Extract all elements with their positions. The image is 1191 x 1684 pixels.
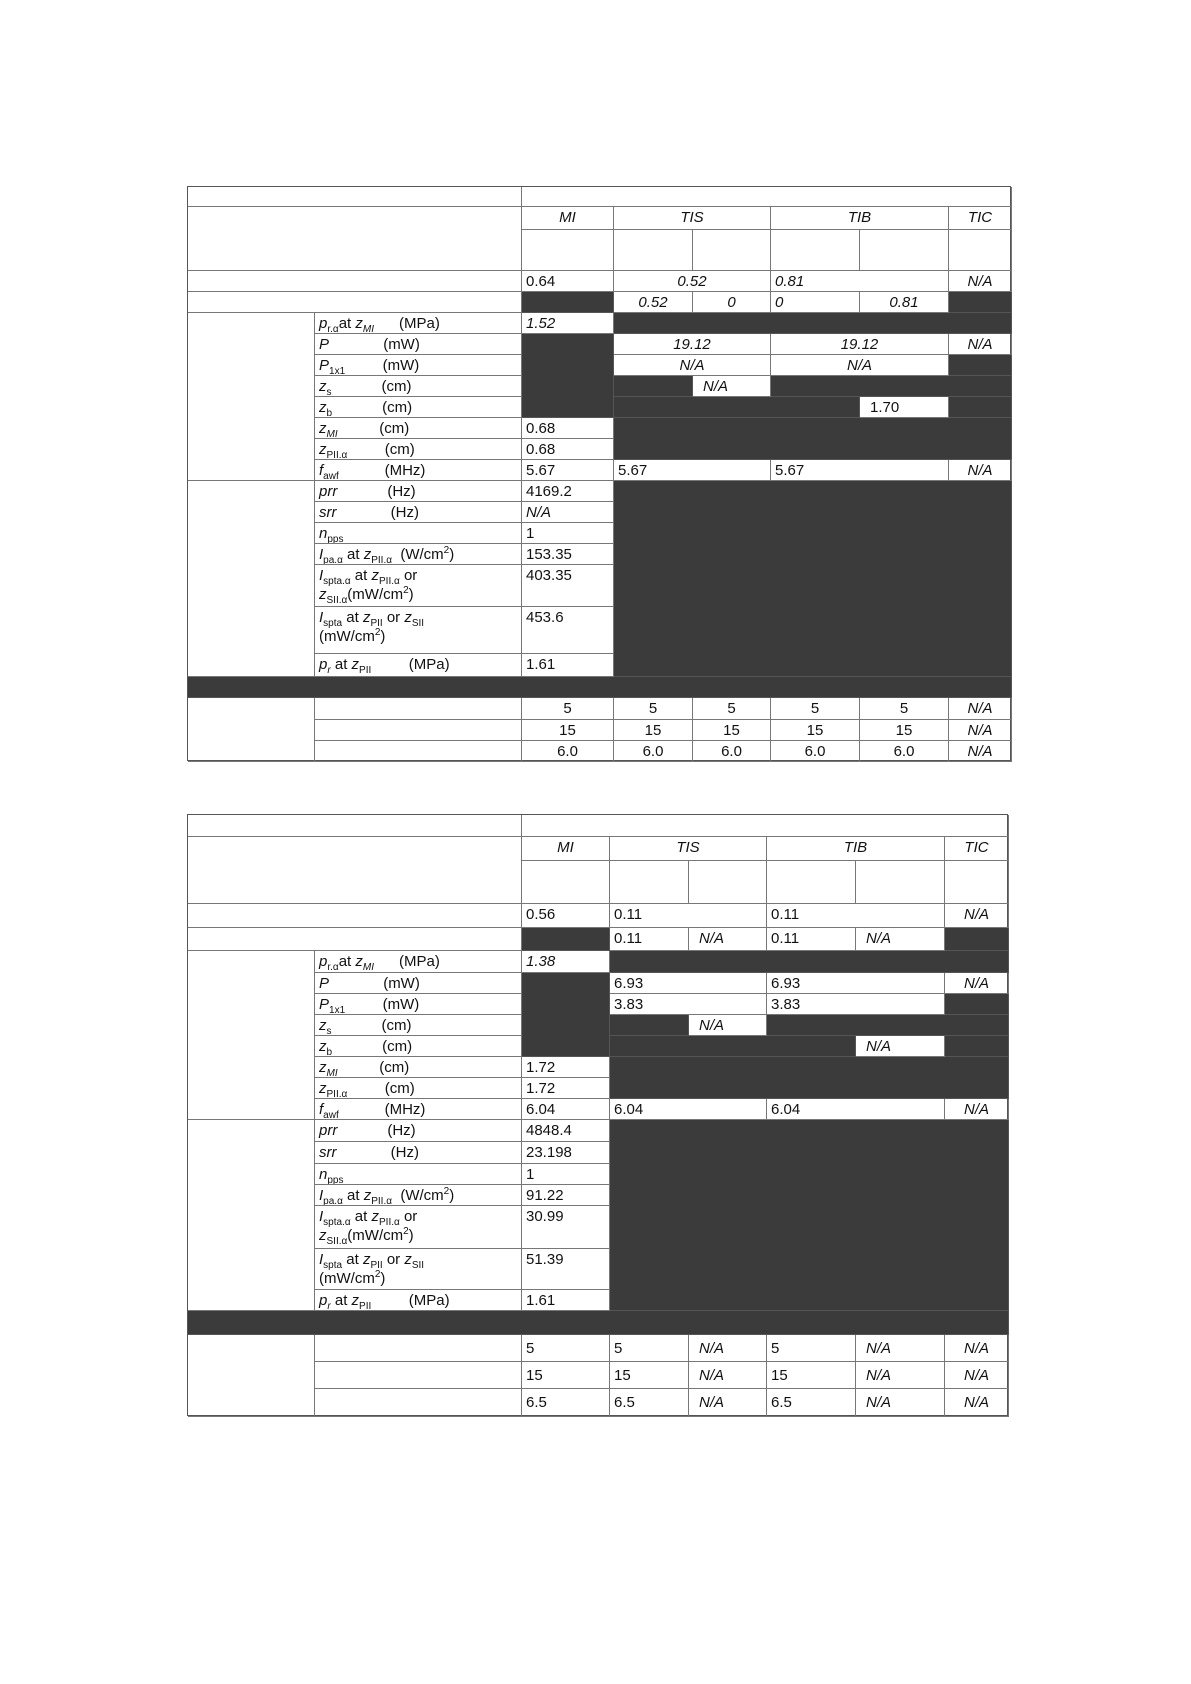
value-p-tis: 6.93 (610, 973, 767, 994)
value-ipa: 153.35 (522, 544, 614, 565)
shaded-cell (610, 1057, 1009, 1099)
component-tib-2: N/A (856, 928, 945, 951)
value-pr-alpha-mi: 1.52 (522, 313, 614, 334)
value-pr-alpha-mi: 1.38 (522, 951, 610, 973)
param-zb: $z_b$ (cm) (315, 397, 522, 418)
value-zmi: 1.72 (522, 1057, 610, 1078)
sub-header-tis-2 (689, 861, 767, 904)
group-operating-control (188, 698, 315, 762)
value-srr: N/A (522, 502, 614, 523)
control-3-tis-2: N/A (689, 1389, 767, 1417)
group-other-information (188, 481, 315, 677)
shaded-cell (945, 994, 1009, 1015)
param-zs: $z_s$ (cm) (315, 1015, 522, 1036)
value-fawf-tis: 5.67 (614, 460, 771, 481)
shaded-cell (522, 292, 614, 313)
header-tic: TIC (945, 837, 1009, 861)
control-label-2 (315, 720, 522, 741)
param-pr-alpha-at-zmi: $p_{r.\alpha}at$ $z_{MI}$ (MPa) (315, 951, 522, 973)
value-fawf-mi: 6.04 (522, 1099, 610, 1120)
param-ipa-alpha: $I_{pa.\alpha}$ at $z_{PII.\alpha}$ $(W/cm^2)$ (315, 1185, 522, 1206)
param-zmi: $z_{MI}$ (cm) (315, 1057, 522, 1078)
shaded-cell (614, 376, 693, 397)
value-fawf-tic: N/A (945, 1099, 1009, 1120)
shaded-cell (614, 481, 1012, 677)
control-1-tib-2: 5 (860, 698, 949, 720)
index-tis: 0.52 (614, 271, 771, 292)
value-fawf-tib: 6.04 (767, 1099, 945, 1120)
value-zpii: 1.72 (522, 1078, 610, 1099)
shaded-cell (610, 1036, 856, 1057)
value-npps: 1 (522, 1164, 610, 1185)
sub-header-tic (949, 230, 1012, 271)
param-ispta-alpha: $I_{spta.\alpha}$ at $z_{PII.\alpha}$ or $z_{SII.\alpha}(mW/cm^2)$ (315, 1206, 522, 1249)
shaded-cell (610, 951, 1009, 973)
index-mi: 0.64 (522, 271, 614, 292)
control-3-mi: 6.5 (522, 1389, 610, 1417)
param-zpii-alpha: $z_{PII.\alpha}$ (cm) (315, 439, 522, 460)
shaded-cell (522, 928, 610, 951)
control-3-tib-2: N/A (856, 1389, 945, 1417)
index-tis: 0.11 (610, 904, 767, 928)
shaded-separator-row (188, 1311, 1009, 1335)
control-label-3 (315, 1389, 522, 1417)
sub-header-tis-1 (614, 230, 693, 271)
control-label-1 (315, 1335, 522, 1362)
control-2-tib-1: 15 (767, 1362, 856, 1389)
shaded-cell (771, 376, 1012, 397)
value-ispta-alpha: 403.35 (522, 565, 614, 607)
param-ispta: $I_{spta}$ at $z_{PII}$ or $z_{SII}$ $(mW/cm^2)$ (315, 1249, 522, 1290)
control-2-tis-2: 15 (693, 720, 771, 741)
control-1-tis-1: 5 (614, 698, 693, 720)
component-tis-2: N/A (689, 928, 767, 951)
control-3-tic: N/A (945, 1389, 1009, 1417)
header-tis: TIS (610, 837, 767, 861)
value-p1x1-tis: N/A (614, 355, 771, 376)
shaded-cell (949, 292, 1012, 313)
value-prr: 4848.4 (522, 1120, 610, 1142)
index-label-cell (188, 904, 522, 928)
value-p-tic: N/A (945, 973, 1009, 994)
control-1-tis-2: N/A (689, 1335, 767, 1362)
value-p1x1-tib: N/A (771, 355, 949, 376)
sub-header-tib-2 (860, 230, 949, 271)
value-fawf-tib: 5.67 (771, 460, 949, 481)
control-3-tic: N/A (949, 741, 1012, 762)
component-tib-1: 0 (771, 292, 860, 313)
header-tis: TIS (614, 207, 771, 230)
param-zb: $z_b$ (cm) (315, 1036, 522, 1057)
control-2-tis-2: N/A (689, 1362, 767, 1389)
shaded-cell (949, 397, 1012, 418)
value-ispta-alpha: 30.99 (522, 1206, 610, 1249)
value-ipa: 91.22 (522, 1185, 610, 1206)
param-p1x1: $P_{1x1}$ (mW) (315, 994, 522, 1015)
control-label-1 (315, 698, 522, 720)
control-3-tis-2: 6.0 (693, 741, 771, 762)
value-fawf-tis: 6.04 (610, 1099, 767, 1120)
component-tib-1: 0.11 (767, 928, 856, 951)
title-row-right (522, 815, 1009, 837)
header-tib: TIB (771, 207, 949, 230)
shaded-cell (614, 397, 860, 418)
param-npps: $n_{pps}$ (315, 1164, 522, 1185)
component-label-cell (188, 292, 522, 313)
header-tic: TIC (949, 207, 1012, 230)
index-label-cell (188, 271, 522, 292)
param-ispta: $I_{spta}$ at $z_{PII}$ or $z_{SII}$ $(mW/cm^2)$ (315, 607, 522, 654)
shaded-cell (610, 1120, 1009, 1311)
param-pr-alpha-at-zmi: $p_{r.\alpha}at$ $z_{MI}$ (MPa) (315, 313, 522, 334)
value-p1x1-tis: 3.83 (610, 994, 767, 1015)
sub-header-tib-1 (771, 230, 860, 271)
param-zs: $z_s$ (cm) (315, 376, 522, 397)
component-tib-2: 0.81 (860, 292, 949, 313)
value-zpii: 0.68 (522, 439, 614, 460)
header-label-cell (188, 837, 522, 904)
control-2-tic: N/A (949, 720, 1012, 741)
param-zpii-alpha: $z_{PII.\alpha}$ (cm) (315, 1078, 522, 1099)
acoustic-output-table-2 (187, 814, 1008, 1416)
value-zs: N/A (689, 1015, 767, 1036)
group-acoustic-parameters (188, 313, 315, 481)
control-label-3 (315, 741, 522, 762)
control-1-tib-1: 5 (767, 1335, 856, 1362)
control-2-tib-2: 15 (860, 720, 949, 741)
param-pr-at-zpii: $p_r$ at $z_{PII}$ (MPa) (315, 654, 522, 677)
control-2-tis-1: 15 (610, 1362, 689, 1389)
index-mi: 0.56 (522, 904, 610, 928)
sub-header-tib-1 (767, 861, 856, 904)
index-tib: 0.81 (771, 271, 949, 292)
value-pr: 1.61 (522, 654, 614, 677)
value-zb: 1.70 (860, 397, 949, 418)
title-row-left (188, 187, 522, 207)
acoustic-output-table-1 (187, 186, 1011, 761)
param-zmi: $z_{MI}$ (cm) (315, 418, 522, 439)
param-pr-at-zpii: $p_r$ at $z_{PII}$ (MPa) (315, 1290, 522, 1311)
value-fawf-mi: 5.67 (522, 460, 614, 481)
control-2-mi: 15 (522, 1362, 610, 1389)
control-1-tis-1: 5 (610, 1335, 689, 1362)
shaded-cell (522, 334, 614, 418)
sub-header-tib-2 (856, 861, 945, 904)
control-1-tib-1: 5 (771, 698, 860, 720)
shaded-cell (614, 313, 1012, 334)
index-tic: N/A (949, 271, 1012, 292)
component-tis-2: 0 (693, 292, 771, 313)
group-other-information (188, 1120, 315, 1311)
shaded-separator-row (188, 677, 1012, 698)
shaded-cell (949, 355, 1012, 376)
control-3-tib-2: 6.0 (860, 741, 949, 762)
param-ipa-alpha: $I_{pa.\alpha}$ at $z_{PII.\alpha}$ $(W/cm^2)$ (315, 544, 522, 565)
shaded-cell (522, 973, 610, 1057)
value-fawf-tic: N/A (949, 460, 1012, 481)
value-p-tib: 6.93 (767, 973, 945, 994)
value-prr: 4169.2 (522, 481, 614, 502)
value-p-tib: 19.12 (771, 334, 949, 355)
value-zs: N/A (693, 376, 771, 397)
sub-header-tic (945, 861, 1009, 904)
sub-header-tis-2 (693, 230, 771, 271)
param-srr: srr (Hz) (315, 1142, 522, 1164)
shaded-cell (945, 928, 1009, 951)
param-p: P (mW) (315, 973, 522, 994)
index-tib: 0.11 (767, 904, 945, 928)
shaded-cell (767, 1015, 1009, 1036)
param-ispta-alpha: $I_{spta.\alpha}$ at $z_{PII.\alpha}$ or $z_{SII.\alpha}(mW/cm^2)$ (315, 565, 522, 607)
param-npps: $n_{pps}$ (315, 523, 522, 544)
value-p-tis: 19.12 (614, 334, 771, 355)
shaded-cell (610, 1015, 689, 1036)
group-operating-control (188, 1335, 315, 1417)
value-ispta: 453.6 (522, 607, 614, 654)
control-2-mi: 15 (522, 720, 614, 741)
value-npps: 1 (522, 523, 614, 544)
param-fawf: $f_{awf}$ (MHz) (315, 1099, 522, 1120)
component-label-cell (188, 928, 522, 951)
control-3-tis-1: 6.5 (610, 1389, 689, 1417)
control-3-tib-1: 6.0 (771, 741, 860, 762)
control-2-tib-1: 15 (771, 720, 860, 741)
param-prr: prr (Hz) (315, 1120, 522, 1142)
control-1-mi: 5 (522, 698, 614, 720)
header-mi: MI (522, 207, 614, 230)
value-ispta: 51.39 (522, 1249, 610, 1290)
control-1-mi: 5 (522, 1335, 610, 1362)
value-p1x1-tib: 3.83 (767, 994, 945, 1015)
value-pr: 1.61 (522, 1290, 610, 1311)
value-zb: N/A (856, 1036, 945, 1057)
control-3-mi: 6.0 (522, 741, 614, 762)
control-3-tib-1: 6.5 (767, 1389, 856, 1417)
control-2-tic: N/A (945, 1362, 1009, 1389)
header-tib: TIB (767, 837, 945, 861)
value-srr: 23.198 (522, 1142, 610, 1164)
component-tis-1: 0.11 (610, 928, 689, 951)
control-1-tic: N/A (949, 698, 1012, 720)
sub-header-mi (522, 230, 614, 271)
sub-header-tis-1 (610, 861, 689, 904)
control-2-tis-1: 15 (614, 720, 693, 741)
title-row-left (188, 815, 522, 837)
header-mi: MI (522, 837, 610, 861)
shaded-cell (945, 1036, 1009, 1057)
shaded-cell (614, 418, 1012, 460)
param-p1x1: $P_{1x1}$ (mW) (315, 355, 522, 376)
param-p: P (mW) (315, 334, 522, 355)
control-1-tic: N/A (945, 1335, 1009, 1362)
control-label-2 (315, 1362, 522, 1389)
control-1-tib-2: N/A (856, 1335, 945, 1362)
group-acoustic-parameters (188, 951, 315, 1120)
index-tic: N/A (945, 904, 1009, 928)
title-row-right (522, 187, 1012, 207)
control-2-tib-2: N/A (856, 1362, 945, 1389)
param-prr: prr (Hz) (315, 481, 522, 502)
control-1-tis-2: 5 (693, 698, 771, 720)
sub-header-mi (522, 861, 610, 904)
header-label-cell (188, 207, 522, 271)
param-srr: srr (Hz) (315, 502, 522, 523)
param-fawf: $f_{awf}$ (MHz) (315, 460, 522, 481)
value-p-tic: N/A (949, 334, 1012, 355)
component-tis-1: 0.52 (614, 292, 693, 313)
control-3-tis-1: 6.0 (614, 741, 693, 762)
value-zmi: 0.68 (522, 418, 614, 439)
